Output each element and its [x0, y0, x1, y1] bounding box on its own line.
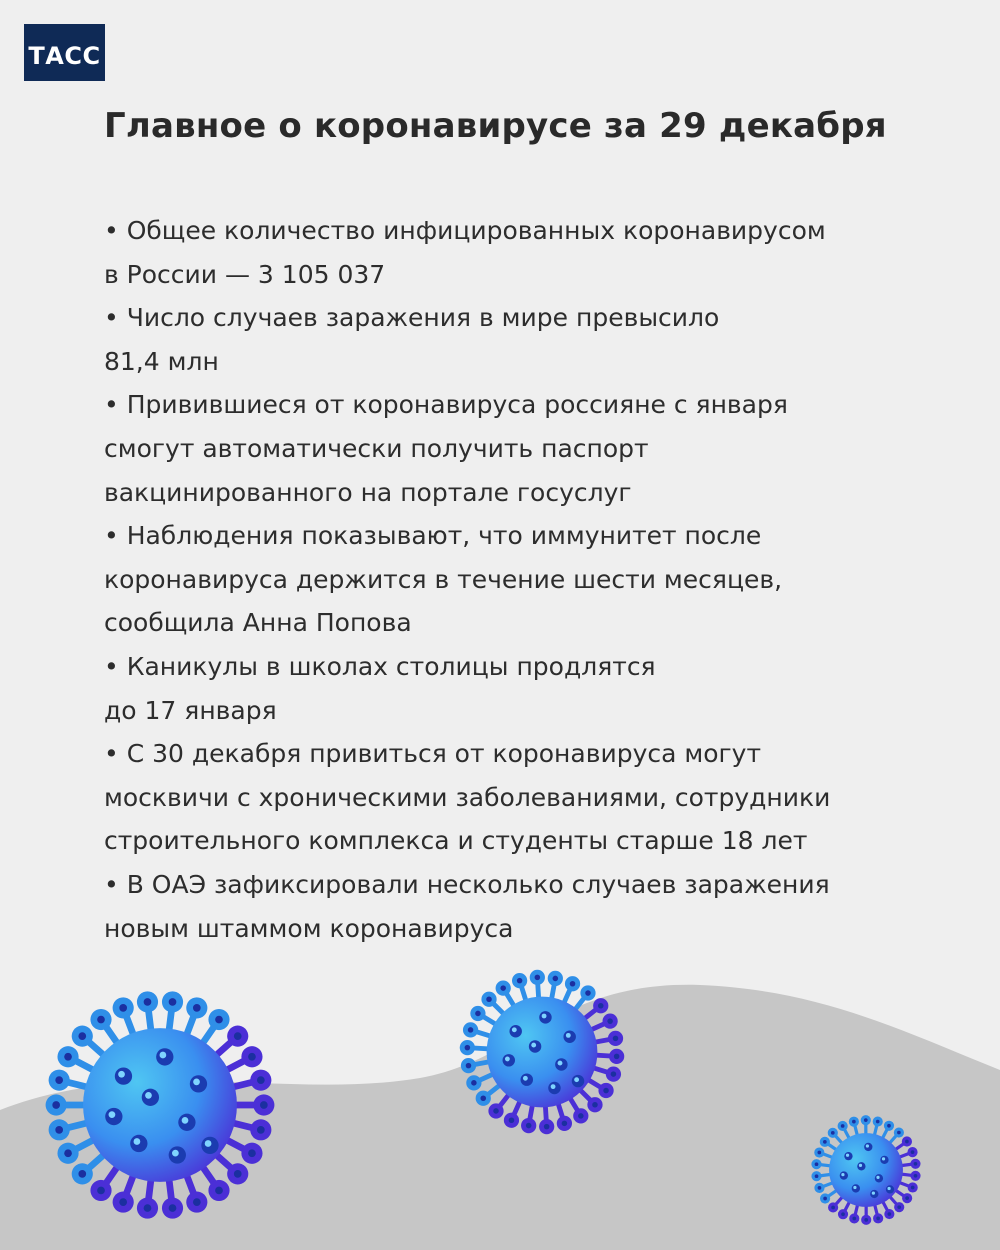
virus-spike-tip-center — [570, 981, 576, 987]
list-item — [104, 514, 944, 645]
virus-spike-tip-center — [97, 1187, 105, 1195]
virus-receptor-highlight — [872, 1191, 875, 1194]
virus-spike-tip-center — [914, 1162, 918, 1166]
virus-spike-tip-center — [897, 1131, 901, 1135]
virus-receptor-highlight — [542, 1014, 547, 1019]
virus-receptor-highlight — [109, 1111, 116, 1118]
virus-spike-tip-center — [119, 1198, 127, 1206]
virus-spike-tip-center — [465, 1045, 471, 1051]
virus-spike-tip-center — [815, 1162, 819, 1166]
virus-spike-tip-center — [888, 1212, 892, 1216]
virus-receptor-highlight — [523, 1076, 528, 1081]
virus-receptor-highlight — [182, 1117, 189, 1124]
list-item-line: москвичи с хроническими заболеваниями, сотрудники — [104, 782, 831, 812]
virus-spike-tip-center — [509, 1117, 515, 1123]
virus-spike-tip-center — [55, 1126, 63, 1134]
virus-receptor-highlight — [531, 1043, 536, 1048]
virus-spike-tip-center — [614, 1054, 620, 1060]
virus-spike-tip-center — [562, 1121, 568, 1127]
virus-spike-tip-center — [876, 1120, 880, 1124]
virus-receptor-highlight — [846, 1154, 849, 1157]
virus-receptor-highlight — [512, 1027, 517, 1032]
virus-spike-tip-center — [193, 1004, 201, 1012]
list-item-line: коронавируса держится в течение шести месяцев, — [104, 564, 783, 594]
list-item-line: • С 30 декабря привиться от коронавируса могут — [104, 739, 762, 769]
virus-spike-tip-center — [78, 1032, 86, 1040]
virus-spike-tip-center — [215, 1187, 223, 1195]
virus-receptor-highlight — [574, 1077, 579, 1082]
virus-receptor-highlight — [882, 1157, 885, 1160]
virus-receptor-highlight — [876, 1176, 879, 1179]
list-item-line: до 17 января — [104, 695, 277, 725]
virus-spike-tip-center — [248, 1053, 256, 1061]
virus-spike-tip-center — [914, 1174, 918, 1178]
virus-spike-tip-center — [911, 1186, 915, 1190]
virus-receptor-highlight — [145, 1092, 152, 1099]
virus-spike-tip-center — [864, 1218, 868, 1222]
tass-logo — [24, 24, 105, 81]
virus-spike-tip-center — [831, 1131, 835, 1135]
virus-spike-tip-center — [613, 1036, 619, 1042]
virus-spike-tip-center — [517, 978, 523, 984]
virus-spike-tip-center — [169, 998, 177, 1006]
list-item — [104, 732, 944, 863]
list-item-line: • В ОАЭ зафиксировали несколько случаев заражения — [104, 869, 830, 899]
list-item-line: вакцинированного на портале госуслуг — [104, 477, 632, 507]
virus-spike-tip-center — [257, 1076, 265, 1084]
list-item-line: • Привившиеся от коронавируса россияне с января — [104, 390, 788, 420]
virus-spike-tip-center — [598, 1003, 604, 1009]
virus-receptor-highlight — [887, 1187, 890, 1190]
virus-spike-tip-center — [468, 1027, 474, 1033]
virus-receptor-highlight — [841, 1173, 844, 1176]
virus-spike-tip-center — [897, 1205, 901, 1209]
virus-spike-tip-center — [592, 1102, 598, 1108]
virus-receptor-highlight — [866, 1144, 869, 1147]
virus-spike-tip-center — [55, 1076, 63, 1084]
virus-spike-tip-center — [911, 1150, 915, 1154]
virus-spike-tip-center — [215, 1016, 223, 1024]
virus-spike-tip-center — [248, 1149, 256, 1157]
list-item-line: новым штаммом коронавируса — [104, 913, 514, 943]
virus-spike-tip-center — [471, 1080, 477, 1086]
virus-receptor-highlight — [172, 1150, 179, 1157]
virus-spike-tip-center — [553, 976, 559, 982]
list-item-line: • Общее количество инфицированных коронавирусом — [104, 216, 826, 245]
virus-spike-tip-center — [815, 1174, 819, 1178]
virus-spike-tip-center — [611, 1071, 617, 1077]
virus-spike-tip-center — [234, 1032, 242, 1040]
list-item-line: сообщила Анна Попова — [104, 608, 412, 638]
virus-spike-tip-center — [831, 1206, 835, 1210]
virus-spike-tip-center — [841, 1124, 845, 1128]
virus-spike-tip-center — [905, 1196, 909, 1200]
virus-spike-tip-center — [475, 1011, 481, 1017]
virus-spike-tip-center — [526, 1123, 532, 1129]
virus-receptor-highlight — [558, 1061, 563, 1066]
virus-spike-tip-center — [607, 1018, 613, 1024]
list-item-line: строительного комплекса и студенты старше 18 лет — [104, 826, 808, 856]
virus-spike-tip-center — [852, 1120, 856, 1124]
virus-spike-tip-center — [817, 1151, 821, 1155]
virus-spike-tip-center — [887, 1124, 891, 1128]
list-item — [104, 296, 944, 383]
virus-spike-tip-center — [97, 1016, 105, 1024]
virus-receptor-highlight — [859, 1164, 862, 1167]
list-item-line: • Каникулы в школах столицы продлятся — [104, 651, 656, 681]
list-item-line: смогут автоматически получить паспорт — [104, 433, 649, 463]
virus-spike-tip-center — [585, 990, 591, 996]
virus-spike-tip-center — [544, 1124, 550, 1130]
virus-spike-tip-center — [864, 1118, 868, 1122]
virus-spike-tip-center — [841, 1212, 845, 1216]
virus-receptor-highlight — [853, 1186, 856, 1189]
virus-spike-tip-center — [603, 1088, 609, 1094]
list-item — [104, 863, 944, 950]
virus-spike-tip-center — [852, 1217, 856, 1221]
list-item-line: 81,4 млн — [104, 346, 219, 376]
virus-receptor-highlight — [205, 1140, 212, 1147]
virus-spike-tip-center — [876, 1217, 880, 1221]
logo-text: ТАСС — [28, 41, 101, 70]
virus-spike-tip-center — [823, 1140, 827, 1144]
virus-receptor-highlight — [118, 1071, 125, 1078]
virus-spike-tip-center — [144, 1204, 152, 1212]
list-item-line: • Число случаев заражения в мире превысило — [104, 303, 720, 333]
virus-spike-tip-center — [119, 1004, 127, 1012]
virus-spike-tip-center — [234, 1170, 242, 1178]
coronavirus-large-icon — [35, 980, 285, 1230]
virus-spike-tip-center — [64, 1053, 72, 1061]
virus-spike-tip-center — [905, 1140, 909, 1144]
virus-spike-tip-center — [257, 1126, 265, 1134]
virus-spike-tip-center — [480, 1095, 486, 1101]
virus-spike-tip-center — [193, 1198, 201, 1206]
list-item-line: • Наблюдения показывают, что иммунитет после — [104, 521, 762, 551]
virus-spike-tip-center — [64, 1149, 72, 1157]
list-item-line: в России — 3 105 037 — [104, 259, 386, 289]
virus-spike-tip-center — [78, 1170, 86, 1178]
coronavirus-medium-icon — [452, 962, 632, 1142]
virus-spike-tip-center — [578, 1113, 584, 1119]
virus-receptor-highlight — [134, 1138, 141, 1145]
virus-spike-tip-center — [260, 1101, 268, 1109]
virus-spike-tip-center — [818, 1186, 822, 1190]
virus-receptor-highlight — [160, 1052, 167, 1059]
virus-spike-tip-center — [500, 985, 506, 991]
virus-spike-tip-center — [486, 996, 492, 1002]
news-list — [104, 209, 944, 950]
coronavirus-small-icon — [806, 1110, 926, 1230]
virus-receptor-highlight — [505, 1057, 510, 1062]
virus-spike-tip-center — [144, 998, 152, 1006]
virus-spike-tip-center — [493, 1108, 499, 1114]
virus-receptor-highlight — [193, 1079, 200, 1086]
list-item — [104, 383, 944, 514]
virus-spike-tip-center — [169, 1204, 177, 1212]
virus-receptor-highlight — [551, 1084, 556, 1089]
virus-receptor-highlight — [566, 1033, 571, 1038]
list-item — [104, 209, 944, 296]
virus-spike-tip-center — [535, 975, 541, 981]
list-item — [104, 645, 944, 732]
virus-spike-tip-center — [466, 1063, 472, 1069]
virus-spike-tip-center — [823, 1197, 827, 1201]
page-title: Главное о коронавирусе за 29 декабря — [104, 106, 887, 146]
virus-spike-tip-center — [52, 1101, 60, 1109]
